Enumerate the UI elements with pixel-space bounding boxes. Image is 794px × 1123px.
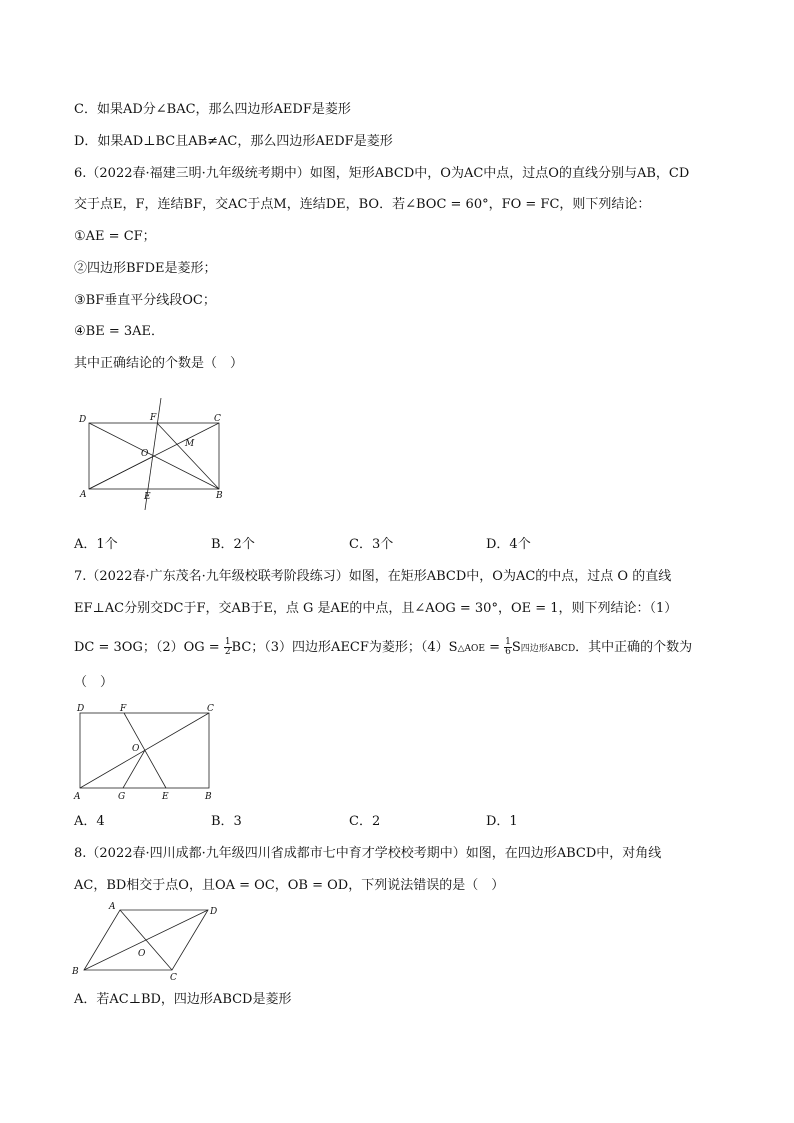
q8-figure [66,898,236,986]
q8-option-a: A．若AC⊥BD，四边形ABCD是菱形 [74,992,292,1007]
q7-label-a: A [74,792,81,802]
q6-conclusion-4: ④BE = 3AE． [74,324,165,339]
q7-label-c: C [207,704,214,714]
q6-figure [74,388,234,510]
q6-label-o: O [141,449,149,459]
q6-segment-bf [157,423,219,489]
q7-label-e: E [162,792,169,802]
q6-option-b: B．2个 [211,537,255,552]
q7-fraction-half: $\frac{1}{2}$ [224,637,231,657]
q7-figure [72,700,222,806]
q6-conclusion-1: ①AE = CF； [74,229,156,244]
q8-label-b: B [72,967,79,977]
q7-label-b: B [205,792,212,802]
q6-option-a: A．1个 [74,537,118,552]
q6-conclusion-2: ②四边形BFDE是菱形； [74,261,217,276]
q8-label-d: D [210,907,218,917]
q8-label-o: O [138,949,146,959]
q6-label-a: A [80,490,87,500]
q6-label-e: E [144,492,151,502]
q7-option-d: D．1 [486,814,518,829]
q7-option-b: B．3 [211,814,242,829]
q7-option-c: C．2 [349,814,381,829]
q7-stem-line3: DC = 3OG；（2）OG = $\frac{1}{2}$ BC；（3）四边形AECF为菱形；（4）S△AOE = $\frac{1}{6}$ S四边形ABCD．其中正确的个数为 [74,637,693,657]
q8-label-c: C [170,973,177,983]
q7-label-g: G [118,792,126,802]
q5-option-d: D．如果AD⊥BC且AB≠AC，那么四边形AEDF是菱形 [74,134,393,149]
q8-label-a: A [109,902,116,912]
q7-segment-og [123,750,145,788]
q8-stem-line1: 8.（2022春·四川成都·九年级四川省成都市七中育才学校校考期中）如图，在四边形ABCD中，对角线 [74,846,662,861]
q7-stem-line4: （ ） [74,675,114,690]
q5-option-c: C．如果AD分∠BAC，那么四边形AEDF是菱形 [74,102,351,117]
q7-stem-line1: 7.（2022春·广东茂名·九年级校联考阶段练习）如图，在矩形ABCD中，O为AC的中点，过点 O 的直线 [74,569,672,584]
q6-option-c: C．3个 [349,537,394,552]
q7-label-f: F [120,704,127,714]
q6-label-m: M [185,439,195,449]
q6-label-b: B [216,491,223,501]
q7-option-a: A．4 [74,814,105,829]
q8-diagonal-bd [84,910,208,970]
q8-stem-line2: AC，BD相交于点O，且OA = OC，OB = OD，下列说法错误的是（ ） [74,878,505,893]
q6-question: 其中正确结论的个数是（ ） [74,356,244,371]
q6-label-c: C [214,414,221,424]
q7-label-d: D [77,704,85,714]
q6-segment-bo [89,456,154,489]
q6-stem-line1: 6.（2022春·福建三明·九年级统考期中）如图，矩形ABCD中，O为AC中点，过点O的直线分别与AB，CD [74,166,690,181]
q6-label-d: D [79,415,87,425]
q6-label-f: F [150,413,157,423]
q7-stem-line2: EF⊥AC分别交DC于F，交AB于E，点 G 是AE的中点，且∠AOG = 30°，OE = 1，则下列结论：（1） [74,601,678,616]
q7-fraction-sixth: $\frac{1}{6}$ [505,637,511,657]
q6-option-d: D．4个 [486,537,531,552]
q6-conclusion-3: ③BF垂直平分线段OC； [74,293,216,308]
q6-stem-line2: 交于点E，F，连结BF，交AC于点M，连结DE，BO．若∠BOC = 60°，FO = FC，则下列结论： [74,197,651,212]
q7-label-o: O [132,744,140,754]
